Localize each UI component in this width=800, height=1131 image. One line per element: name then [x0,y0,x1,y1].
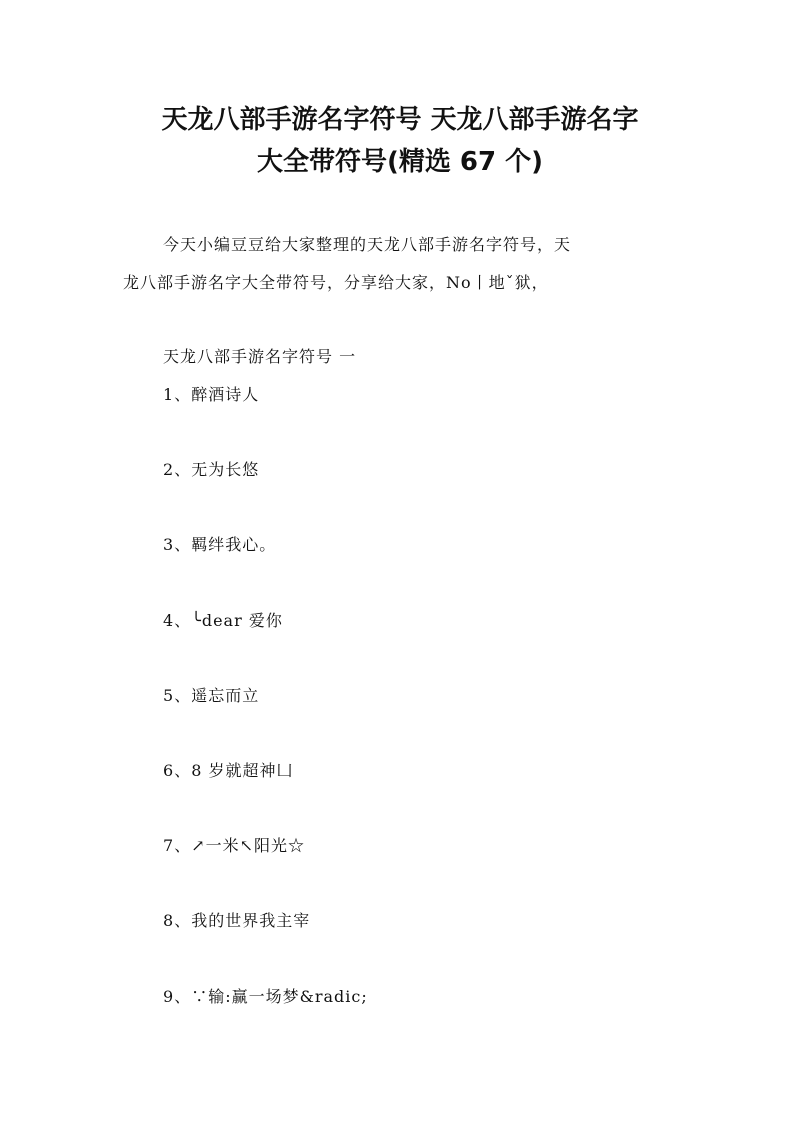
list-item-separator: 、 [174,385,192,404]
list-item-number: 7 [163,836,175,855]
list-item-separator: 、 [174,535,192,554]
list-item [163,376,259,414]
list-item [163,526,276,564]
list-item-text: 8 岁就超神凵 [191,761,294,780]
list-item [163,602,283,640]
list-item-separator: 、 [174,911,192,930]
list-item-number: 1 [163,385,175,404]
list-item-number: 5 [163,686,175,705]
list-item-number: 2 [163,460,175,479]
list-item-text: 无为长悠 [191,460,260,479]
list-item-number: 3 [163,535,175,554]
list-item [163,978,368,1016]
list-item [163,752,293,790]
section-heading: 天龙八部手游名字符号 一 [163,347,357,366]
intro-paragraph-line-1: 今天小编豆豆给大家整理的天龙八部手游名字符号，天 [163,235,572,254]
list-item-separator: 、 [174,987,192,1006]
list-item-text: 遥忘而立 [191,686,260,705]
list-item-text: 我的世界我主宰 [191,911,311,930]
list-item-number: 9 [163,987,175,1006]
list-item-separator: 、 [174,761,192,780]
list-item [163,827,305,865]
list-item-text: ↗一米↖阳光☆ [191,836,306,855]
list-item-text: 醉酒诗人 [191,385,260,404]
list-item [163,677,259,715]
list-item-number: 8 [163,911,175,930]
list-item-text: ╰dear 爱你 [191,611,283,630]
document-title-line-2: 大全带符号(精选 67 个) [256,147,544,177]
document-title-line-1: 天龙八部手游名字符号 天龙八部手游名字 [161,105,639,135]
list-item-separator: 、 [174,611,192,630]
list-item-number: 4 [163,611,175,630]
list-item [163,902,310,940]
intro-paragraph-line-2: 龙八部手游名字大全带符号，分享给大家，No丨地ˇ狱， [123,273,549,292]
list-item-separator: 、 [174,460,192,479]
list-item-number: 6 [163,761,175,780]
list-item-text: 羁绊我心。 [191,535,277,554]
list-item-text: ∵输:赢一场梦&radic; [191,987,368,1006]
list-item-separator: 、 [174,836,192,855]
list-item-separator: 、 [174,686,192,705]
list-item [163,451,259,489]
